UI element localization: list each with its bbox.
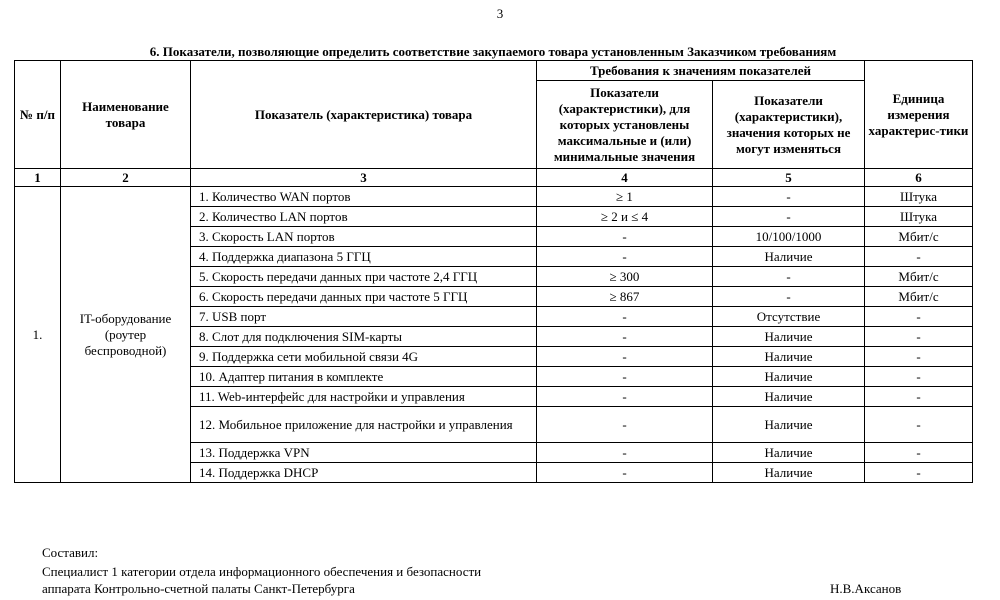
fixed-cell: - [713,287,865,307]
minmax-cell: - [537,247,713,267]
signature-name: Н.В.Аксанов [830,581,902,596]
minmax-cell: - [537,367,713,387]
header-minmax: Показатели (характеристики), для которых установлены максимальные и (или) минимальные значения [537,81,713,169]
unit-cell: - [865,247,973,267]
fixed-cell: Наличие [713,247,865,267]
indicator-cell: 7. USB порт [191,307,537,327]
minmax-cell: ≥ 1 [537,187,713,207]
header-indicator: Показатель (характеристика) товара [191,61,537,169]
fixed-cell: Наличие [713,387,865,407]
column-number: 1 [15,169,61,187]
unit-cell: - [865,307,973,327]
column-number: 4 [537,169,713,187]
minmax-cell: - [537,327,713,347]
fixed-cell: Наличие [713,367,865,387]
indicator-cell: 2. Количество LAN портов [191,207,537,227]
minmax-cell: - [537,307,713,327]
fixed-cell: - [713,267,865,287]
table-body [15,187,973,483]
unit-cell: - [865,443,973,463]
minmax-cell: ≥ 300 [537,267,713,287]
indicator-cell: 3. Скорость LAN портов [191,227,537,247]
column-number: 5 [713,169,865,187]
unit-cell: - [865,407,973,443]
minmax-cell: - [537,227,713,247]
minmax-cell: - [537,407,713,443]
indicator-cell: 12. Мобильное приложение для настройки и управления [191,407,537,443]
fixed-cell: Наличие [713,407,865,443]
fixed-cell: Наличие [713,463,865,483]
minmax-cell: - [537,463,713,483]
page-number: 3 [496,6,504,21]
signature-position-line1: Специалист 1 категории отдела информационного обеспечения и безопасности [42,564,482,579]
fixed-cell: - [713,207,865,227]
minmax-cell: - [537,347,713,367]
fixed-cell: Наличие [713,327,865,347]
unit-cell: Штука [865,207,973,227]
fixed-cell: Наличие [713,347,865,367]
signature-label: Составил: [42,545,99,560]
minmax-cell: - [537,387,713,407]
unit-cell: Мбит/с [865,227,973,247]
unit-cell: - [865,347,973,367]
indicator-cell: 9. Поддержка сети мобильной связи 4G [191,347,537,367]
header-num: № п/п [15,61,61,169]
fixed-cell: Наличие [713,443,865,463]
unit-cell: - [865,327,973,347]
unit-cell: - [865,387,973,407]
indicator-cell: 5. Скорость передачи данных при частоте 2,4 ГГЦ [191,267,537,287]
table-row [15,187,973,207]
minmax-cell: - [537,443,713,463]
item-name: IT-оборудование (роутер беспроводной) [61,187,191,483]
fixed-cell: - [713,187,865,207]
requirements-table [14,60,973,483]
minmax-cell: ≥ 2 и ≤ 4 [537,207,713,227]
unit-cell: - [865,367,973,387]
header-unit: Единица измерения характерис-тики [865,61,973,169]
unit-cell: - [865,463,973,483]
header-requirements-group: Требования к значениям показателей [537,61,865,81]
header-fixed: Показатели (характеристики), значения которых не могут изменяться [713,81,865,169]
column-number: 2 [61,169,191,187]
unit-cell: Мбит/с [865,287,973,307]
indicator-cell: 14. Поддержка DHCP [191,463,537,483]
column-number: 6 [865,169,973,187]
item-number: 1. [15,187,61,483]
indicator-cell: 8. Слот для подключения SIM-карты [191,327,537,347]
indicator-cell: 6. Скорость передачи данных при частоте 5 ГГЦ [191,287,537,307]
section-title: 6. Показатели, позволяющие определить соответствие закупаемого товара установленным Заказчиком требованиям [149,44,837,59]
indicator-cell: 13. Поддержка VPN [191,443,537,463]
header-name: Наименование товара [61,61,191,169]
indicator-cell: 11. Web-интерфейс для настройки и управления [191,387,537,407]
indicator-cell: 1. Количество WAN портов [191,187,537,207]
fixed-cell: Отсутствие [713,307,865,327]
column-number: 3 [191,169,537,187]
unit-cell: Штука [865,187,973,207]
fixed-cell: 10/100/1000 [713,227,865,247]
indicator-cell: 4. Поддержка диапазона 5 ГГЦ [191,247,537,267]
signature-position-line2: аппарата Контрольно-счетной палаты Санкт-Петербурга [42,581,355,596]
indicator-cell: 10. Адаптер питания в комплекте [191,367,537,387]
unit-cell: Мбит/с [865,267,973,287]
minmax-cell: ≥ 867 [537,287,713,307]
